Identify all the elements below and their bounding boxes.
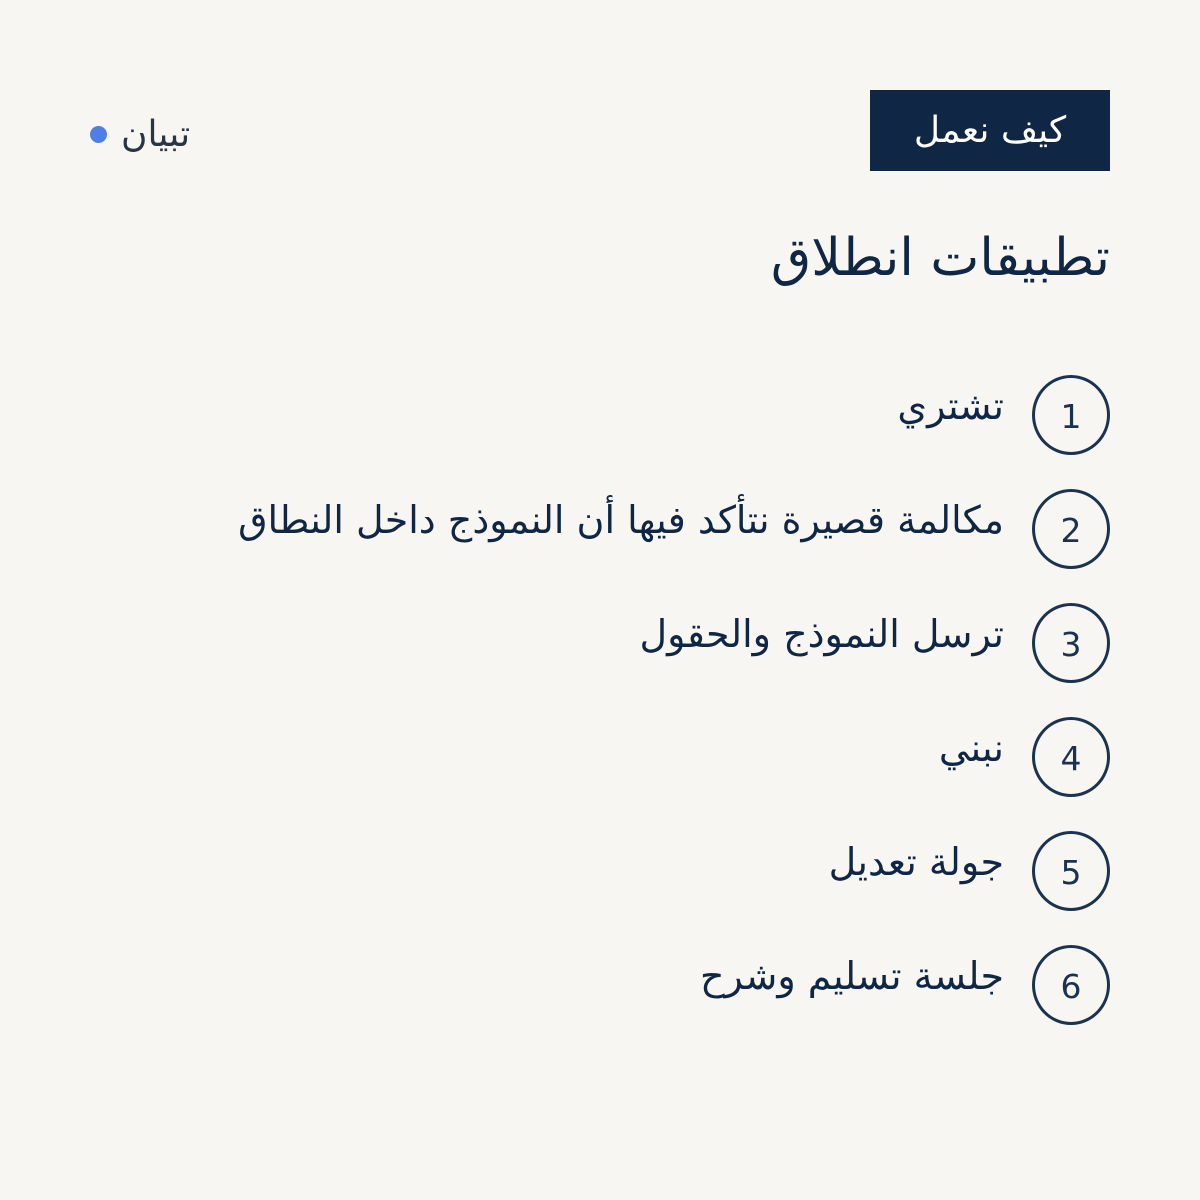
step-label: تشتري	[897, 384, 1004, 428]
step-label: جلسة تسليم وشرح	[700, 954, 1004, 998]
brand	[90, 106, 190, 162]
step-number-circle: 5	[1032, 831, 1110, 911]
step-number-circle: 4	[1032, 717, 1110, 797]
list-item	[90, 718, 1110, 796]
step-label: نبني	[938, 726, 1004, 770]
step-number-circle: 3	[1032, 603, 1110, 683]
step-number-circle: 1	[1032, 375, 1110, 455]
step-number-circle: 6	[1032, 945, 1110, 1025]
section-badge-label: كيف نعمل	[913, 110, 1067, 151]
step-label: ترسل النموذج والحقول	[639, 612, 1004, 656]
list-item	[90, 946, 1110, 1024]
step-number-circle: 2	[1032, 489, 1110, 569]
step-label: مكالمة قصيرة نتأكد فيها أن النموذج داخل النطاق	[238, 498, 1004, 542]
list-item	[90, 376, 1110, 454]
section-badge	[870, 90, 1110, 171]
list-item	[90, 490, 1110, 568]
steps-list	[90, 376, 1110, 1060]
step-label: جولة تعديل	[828, 840, 1004, 884]
page-title: تطبيقات انطلاق	[770, 228, 1110, 288]
brand-dot-icon	[90, 126, 107, 143]
list-item	[90, 604, 1110, 682]
list-item	[90, 832, 1110, 910]
brand-name: تبيان	[121, 113, 191, 155]
